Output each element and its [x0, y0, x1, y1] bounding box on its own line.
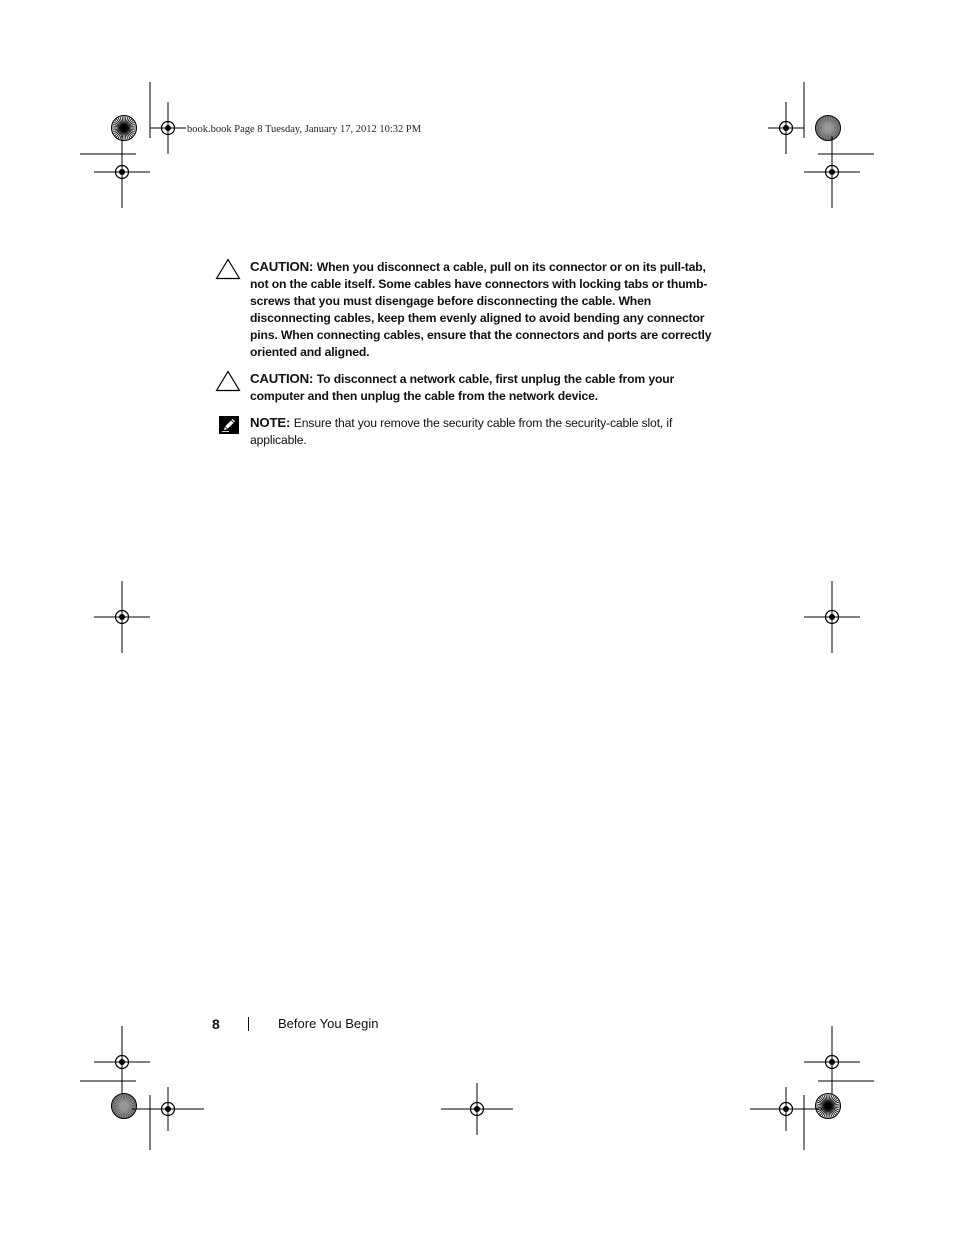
caution-notice: [215, 370, 725, 406]
note-pencil-icon: [219, 416, 239, 439]
registration-target-icon: [768, 102, 804, 154]
caution-label: CAUTION:: [250, 371, 317, 386]
registration-target-icon: [804, 581, 860, 653]
registration-target-icon: [804, 136, 860, 208]
registration-target-icon: [750, 1087, 822, 1131]
color-calibration-starburst-icon: [112, 116, 137, 141]
registration-target-icon: [150, 102, 186, 154]
page-number: 8: [212, 1016, 220, 1032]
note-text: Ensure that you remove the security cable from the security-cable slot, if applicable.: [250, 416, 673, 447]
color-calibration-starburst-icon: [112, 1094, 137, 1119]
note-notice: [215, 414, 725, 450]
caution-triangle-icon: [215, 370, 241, 397]
caution-notice: [215, 258, 725, 362]
registration-target-icon: [94, 581, 150, 653]
caution-text: To disconnect a network cable, first unplug the cable from your computer and then unplug the cable from the network device.: [250, 372, 675, 403]
registration-target-icon: [94, 136, 150, 208]
caution-triangle-icon: [215, 258, 241, 285]
registration-target-icon: [441, 1083, 513, 1135]
caution-label: CAUTION:: [250, 259, 317, 274]
caution-text-block: [250, 370, 725, 405]
caution-text-block: [250, 258, 725, 361]
print-slug: book.book Page 8 Tuesday, January 17, 2012 10:32 PM: [187, 124, 422, 135]
note-label: NOTE:: [250, 415, 294, 430]
registration-target-icon: [132, 1087, 204, 1131]
caution-text: When you disconnect a cable, pull on its connector or on its pull-tab, not on the cable itself. Some cables have connectors with locking tabs or thumb-screws that you must disengage before disconnecting the cable. When disconnecting cables, keep them evenly aligned to avoid bending any connector pins. When connecting cables, ensure that the connectors and ports are correctly oriented and aligned.: [250, 260, 712, 359]
section-title: Before You Begin: [278, 1016, 379, 1031]
footer-divider: [248, 1017, 249, 1031]
note-text-block: [250, 414, 725, 449]
registration-target-icon: [94, 1026, 150, 1098]
registration-target-icon: [804, 1026, 860, 1098]
color-calibration-starburst-icon: [816, 1094, 841, 1119]
color-calibration-starburst-icon: [816, 116, 841, 141]
